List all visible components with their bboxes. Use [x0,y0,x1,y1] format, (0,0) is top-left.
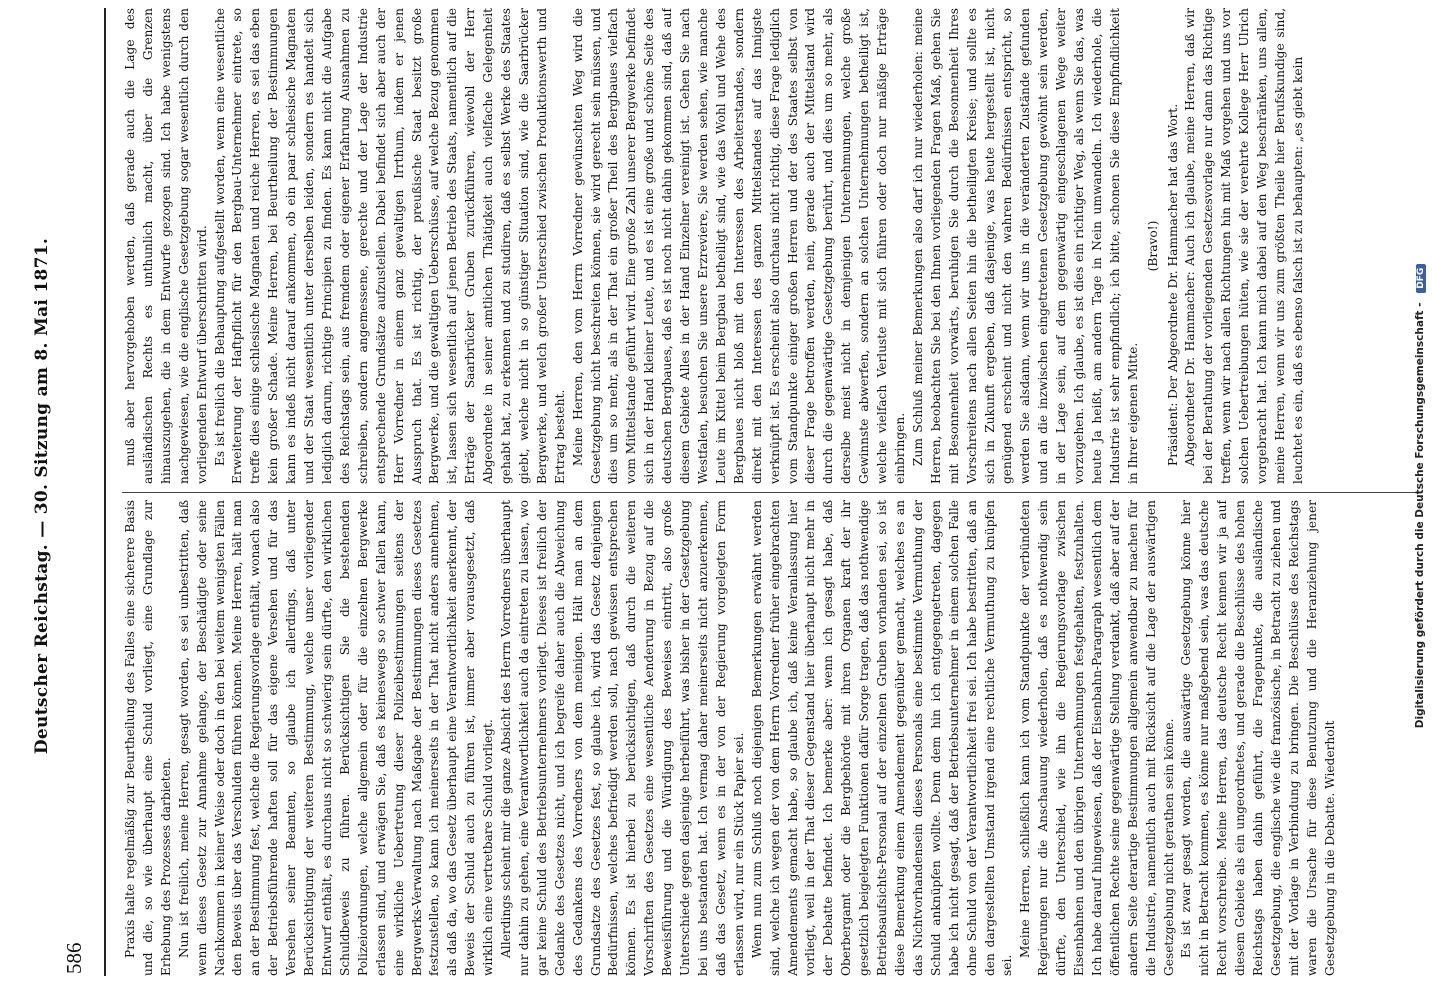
right-paragraph: muß aber hervorgehoben werden, daß gerade auch die Lage des ausländischen Rechts es unthunlich macht, über die Grenzen hinauszugehen, die in dem Entwurfe gezogen sind. Ich habe wenigstens nachgewiesen, wie die englische Gesetzgebung sogar wesentlich durch den vorliegenden Entwurf überschritten wird. [123,8,209,484]
left-paragraph: Allerdings scheint mir die ganze Absicht des Herrn Vorredners überhaupt nur dahin zu gehen, eine Verantwortlichkeit auch da eintreten zu lassen, wo gar keine Schuld des Betriebsunternehmers vorliegt. Dieses ist freilich der Gedanke des Gesetzes nicht, und ich begreife daher auch die Abweichung des Gedankens des Vorredners von dem meinigen. Hält man an dem Grundsatze des Gesetzes fest, so glaube ich, wird das Gesetz denjenigen Bedürfnissen, welches befriedigt werden soll, nach gewissen entsprechen können. Es ist hierbei zu berücksichtigen, daß durch die weiteren Vorschriften des Gesetzes eine wesentliche Aenderung in Bezug auf die Beweisführung und die Würdigung des Beweises eintritt, also große Unterschiede gegen dasjenige herbeiführt, was bisher in der Gesetzgebung bei uns bestanden hat. Ich vermag daher meinerseits nicht anzuerkennen, daß das Gesetz, wenn es in der von der Regierung vorgelegten Form erlassen wird, nur ein Stück Papier sei. [499,500,746,976]
running-head: Deutscher Reichstag. — 30. Sitzung am 8. Mai 1871. [32,237,52,755]
right-paragraph: Es ist freilich die Behauptung aufgestellt worden, wenn eine wesentliche Erweiterung der Haftpflicht für den Bergbau-Unternehmer eintrete, so treffe dies einige schlesische Magnaten und reiche Herren, es sei das eben kein großer Schade. Meine Herren, bei Beurtheilung der Bestimmungen kann es indeß nicht darauf ankommen, ob ein paar schlesische Magnaten und der Staat wesentlich unter derselben leiden, sondern es handelt sich lediglich darum, richtige Principien zu finden. Es kann nicht die Aufgabe des Reichstags sein, aus fremdem oder eigener Erfahrung Ausnahmen zu schreiben, sondern angemessene, gerechte und der Lage der Industrie entsprechende Grundsätze aufzustellen. Dabei befindet sich aber auch der Herr Vorredner in einem ganz gewaltigen Irrthum, indem er jenen Ausspruch that. Es ist richtig, der preußische Staat besitzt große Bergwerke, und die gewaltigen Ueberschüsse, auf welche Bezug genommen ist, lassen sich wesentlich auf jenen Betrieb des Staats, namentlich auf die Erträge der Saarbrücker Gruben zurückführen, wiewohl der Herr Abgeordnete in seiner amtlichen Thätigkeit auch vielfache Gelegenheit gehabt hat, zu erkennen und zu studiren, daß es selbst Werke des Staates giebt, welche nicht in so günstiger Situation sind, wie die Saarbrücker Bergwerke, und welch großer Unterschied zwischen Produktionswerth und Ertrag besteht. [212,8,567,484]
page-header [4,0,114,996]
left-paragraph: Es ist zwar gesagt worden, die auswärtige Gesetzgebung könne hier nicht in Betracht kommen, es könne nur maßgebend sein, was das deutsche Recht vorschreibe. Meine Herren, das deutsche Recht kennen wir ja auf diesem Gebiete als ein ungeordnetes, und gerade die Beschlüsse des hohen Reichstags haben dahin geführt, die Fragepunkte, die ausländische Gesetzgebung, die englische wie die französische, in Betracht zu ziehen und mit der Vorlage in Verbindung zu bringen. Die Beschlüsse des Reichstags waren die Ursache für diese Benutzung und die Heranziehung jener Gesetzgebung in die Debatte. Wiederholt [1179,500,1337,976]
digitization-footer [1414,0,1426,996]
right-paragraph: Meine Herren, den vom Herrn Vorredner gewünschten Weg wird die Gesetzgebung nicht beschreiten können, sie wird gerecht sein müssen, und dies um so mehr, als in der That ein großer Theil des Bergbaues vielfach vom Mittelstande geführt wird. Eine große Zahl unserer Bergwerke befindet sich in der Hand kleiner Leute, und es ist eine große und schöne Seite des deutschen Bergbaues, daß es ist noch nicht dahin gekommen sind, daß auf diesem Gebiete Alles in der Hand Einzelner vereinigt ist. Gehen Sie nach Westfalen, besuchen Sie unsere Erzreviere, Sie werden sehen, wie manche Leute im Kittel beim Bergbau betheiligt sind, wie das Wohl und Wehe des Bergbaues nicht bloß mit den Interessen des Arbeiterstandes, sondern direkt mit den Interessen des ganzen Mittelstandes auf das Innigste verknüpft ist. Es erscheint also durchaus nicht richtig, diese Frage lediglich vom Standpunkte einiger großen Herren und der des Staates selbst von dieser Frage betroffen werden, nein, gerade auch der Mittelstand wird durch die gegenwärtige Gesetzgebung berührt, und dies um so mehr, als derselbe meist nicht in demjenigen Unternehmungen, welche große Gewinnste abwerfen, sondern an solchen Unternehmungen betheiligt ist, welche vielfach Verluste mit sich führen oder doch nur mäßige Erträge einbringen. [570,8,907,484]
newspaper-page [4,0,1432,996]
column-divider [122,492,1422,493]
footer-text: Digitalisierung gefördert durch die Deutsche Forschungsgemeinschaft - [1414,302,1426,729]
left-paragraph: Praxis halte regelmäßig zur Beurtheilung des Falles eine sicherere Basis und die, so wie überhaupt eine Schuld vorliegt, eine Grundlage zur Erhebung des Prozesses darbieten. [123,500,173,976]
speaker-statement: Abgeordneter Dr. Hammacher: Auch ich glaube, meine Herren, daß wir bei der Berathung der vorliegenden Gesetzesvorlage nur dann das Richtige treffen, wenn wir nach allen Richtungen hin mit Maß vorgehen und uns vor solchen Uebertreibungen hüten, wie sie der verehrte Kollege Herr Ulrich vorgebracht hat. Ich kann mich dabei auf den Weg beschränken, uns allen, meine Herren, wenn wir uns zum größten Theile hier Berufskundige sind, leuchtet es ein, daß es ebenso falsch ist zu behaupten: „es giebt kein [1183,8,1305,484]
left-column [122,500,1422,976]
right-column [122,8,1422,484]
dfg-logo: DFG [1416,264,1426,293]
left-paragraph: Nun ist freilich, meine Herren, gesagt worden, es sei unbestritten, daß wenn dieses Gesetz zur Annahme gelange, der Beschädigte oder seine Nachkommen in keiner Weise oder doch in den bei weitem wenigsten Fällen den Beweis über das Verschulden führen können. Meine Herren, hält man an der Bestimmung fest, welche die Regierungsvorlage enthält, wonach also der Betriebsführende haften soll für das eigene Versehen und für das Versehen seiner Beamten, so glaube ich allerdings, daß unter Berücksichtigung der weiteren Bestimmung, welche unser vorliegender Entwurf enthält, es durchaus nicht so schwierig sein dürfte, den wirklichen Schuldbeweis zu führen. Berücksichtigen Sie die bestehenden Polizeiordnungen, welche allgemein oder für die einzelnen Bergwerke erlassen sind, und erwägen Sie, daß es keineswegs so schwer fallen kann, eine wirkliche Uebertretung dieser Polizeibestimmungen seitens der Bergwerks-Verwaltung nach Maßgabe der Bestimmungen dieses Gesetzes festzustellen, so kann ich meinerseits in der That nicht anders annehmen, als daß da, wo das Gesetz überhaupt eine Verantwortlichkeit anerkennt, der Beweis der Schuld auch zu führen ist, immer aber vorausgesetzt, daß wirklich eine vertretbare Schuld vorliegt. [176,500,496,976]
president-statement: Präsident: Der Abgeordnete Dr. Hammacher hat das Wort. [1165,103,1180,466]
left-paragraph: Meine Herren, schließlich kann ich vom Standpunkte der verbündeten Regierungen nur die Anschauung wiederholen, daß es nothwendig sein dürfte, den Unterschied, wie ihn die Regierungsvorlage zwischen Eisenbahnen und den übrigen Unternehmungen festgehalten, festzuhalten. Ich habe darauf hingewiesen, daß der Eisenbahn-Paragraph wesentlich dem öffentlichen Rechte seine gegenwärtige Stellung verdankt, daß aber auf der andern Seite derartige Bestimmungen allgemein anwendbar zu machen für die Industrie, namentlich auch mit Rücksicht auf die Lage der auswärtigen Gesetzgebung nicht gerathen sein könne. [1018,500,1176,976]
header-rule [104,8,106,976]
applause-note: (Bravo!) [1145,220,1160,272]
page-number: 586 [62,942,86,974]
left-paragraph: Wenn nun zum Schluß noch diejenigen Bemerkungen erwähnt werden sind, welche ich wegen der von dem Herrn Vorredner früher eingebrachten Amendements gemacht habe, so glaube ich, daß keine Veranlassung hier vorliegt, weil in der That dieser Gegenstand hier überhaupt nicht mehr in der Debatte befindet. Ich bemerke aber: wenn ich gesagt habe, daß Oberbergamt oder die Bergbehörde mit ihren Organen kraft der ihr gesetzlich beigelegten Funktionen dafür Sorge tragen, daß das nothwendige Betriebsaufsichts-Personal auf der einzelnen Gruben vorhanden sei, so ist diese Bemerkung einem Amendement gegenüber gemacht, welches es an das Nichtvorhandensein dieses Personals eine bestimmte Vermuthung der Schuld anknüpfen wollte. Denn dem hin ich entgegengetreten, dagegen habe ich nicht gesagt, daß der Betriebsunternehmer in einem solchen Falle ohne Schuld von der Verantwortlichkeit frei sei. Ich habe bestritten, daß an den dargestellten Umstand irgend eine rechtliche Vermuthung zu knüpfen sei. [749,500,1015,976]
right-paragraph: Zum Schluß meiner Bemerkungen also darf ich nur wiederholen: meine Herren, beobachten Sie bei den Ihnen vorliegenden Fragen Maß, gehen Sie mit Besonnenheit vorwärts, beruhigen Sie durch die Besonnenheit Ihres Vorschreitens nach allen Seiten hin die betheiligten Kreise; und sollte es sich in Zukunft ergeben, daß dasjenige, was heute hergestellt ist, nicht genügend erscheint und nicht den wahren Bedürfnissen entspricht, so werden Sie alsdann, wenn wir uns in die veränderten Zustände gefunden und an die inzwischen eingetretenen Gesetzgebung gewöhnt sein werden, in der Lage sein, auf dem gegenwärtig eingeschlagenen Wege weiter vorzugehen. Ich glaube, es ist dies ein richtiger Weg, als wenn Sie das, was heute Ja heißt, am andern Tage in Nein umwandeln. Ich wiederhole, die Industrie ist sehr empfindlich; ich bitte, schonen Sie diese Empfindlichkeit in Ihrer eigenen Mitte. [910,8,1140,484]
